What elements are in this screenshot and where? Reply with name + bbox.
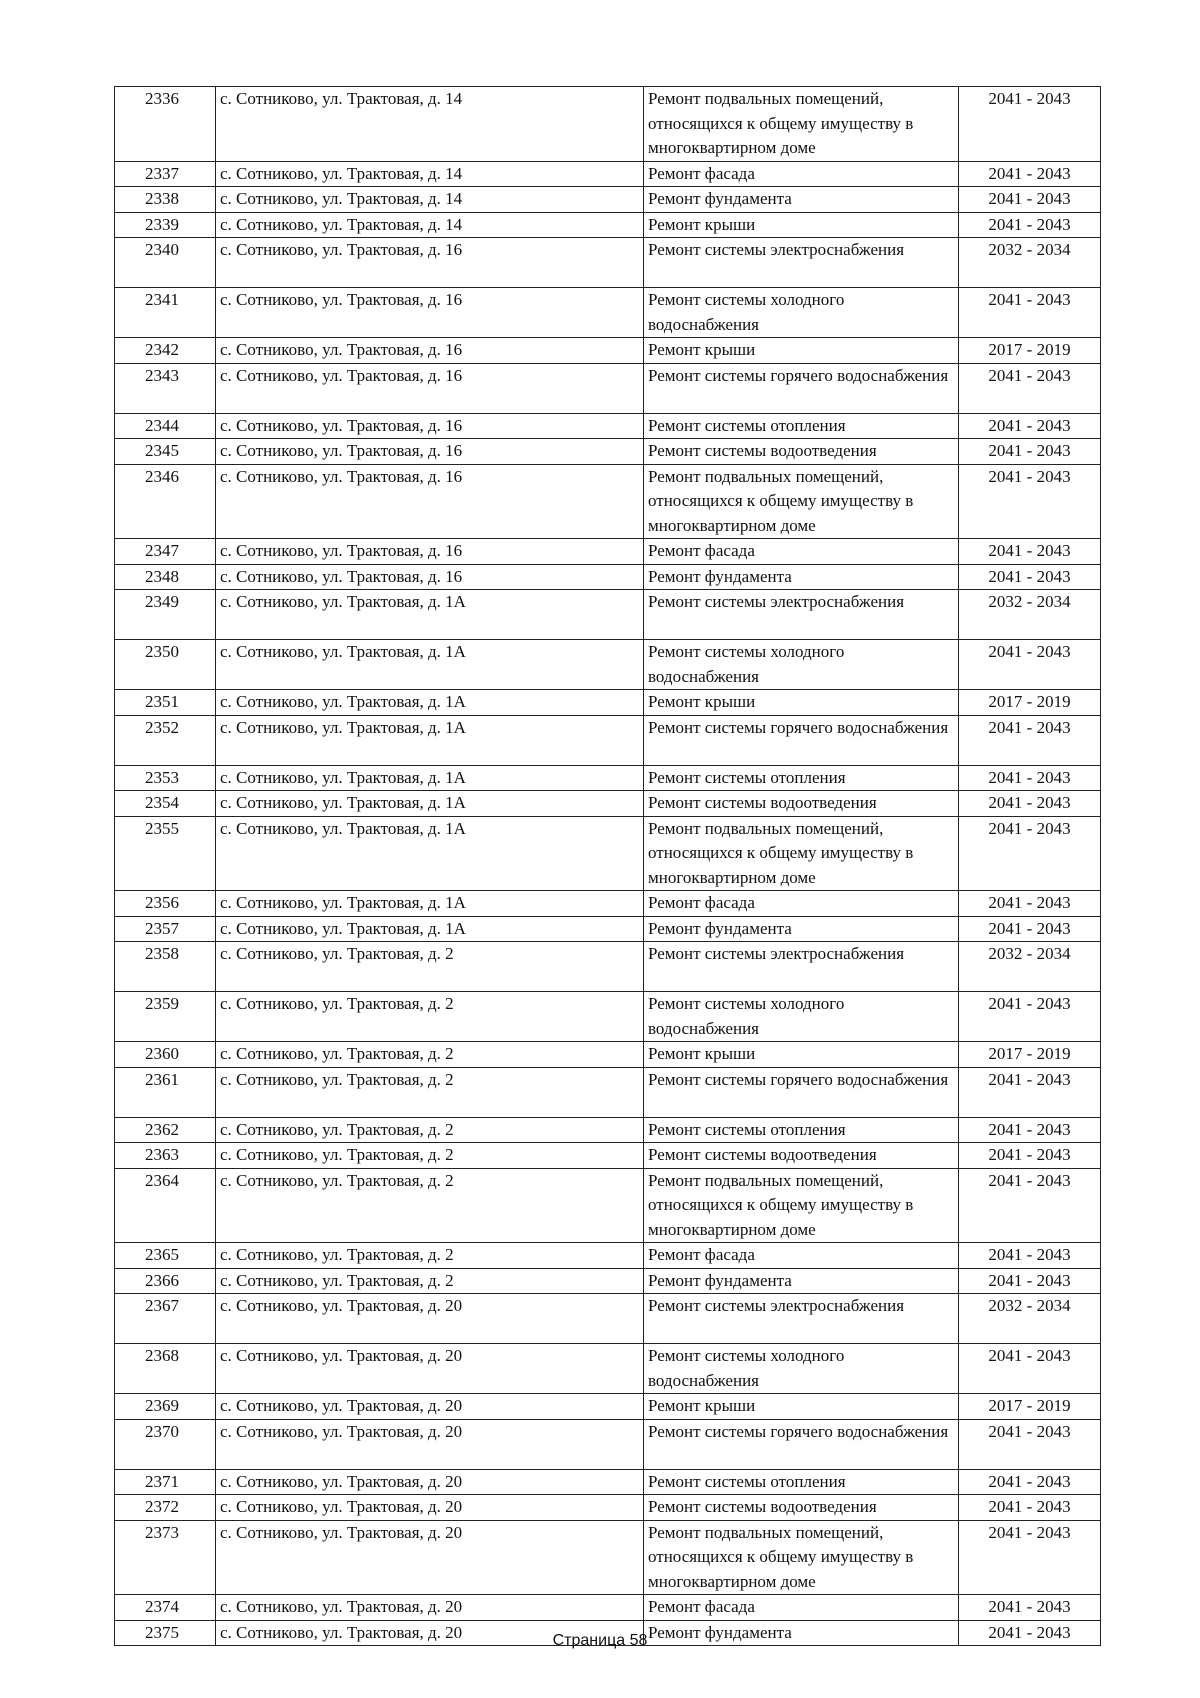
address-cell: с. Сотниково, ул. Трактовая, д. 1А xyxy=(216,916,644,942)
row-number-cell: 2340 xyxy=(115,238,216,288)
table-row xyxy=(115,640,1101,690)
row-number-cell: 2356 xyxy=(115,891,216,917)
table-row xyxy=(115,1294,1101,1344)
address-cell: с. Сотниково, ул. Трактовая, д. 20 xyxy=(216,1344,644,1394)
work-type-cell: Ремонт фасада xyxy=(644,891,959,917)
period-cell: 2041 - 2043 xyxy=(959,765,1101,791)
address-cell: с. Сотниково, ул. Трактовая, д. 20 xyxy=(216,1520,644,1595)
row-number-cell: 2353 xyxy=(115,765,216,791)
row-number-cell: 2354 xyxy=(115,791,216,817)
address-cell: с. Сотниково, ул. Трактовая, д. 2 xyxy=(216,942,644,992)
period-cell: 2041 - 2043 xyxy=(959,464,1101,539)
period-cell: 2041 - 2043 xyxy=(959,791,1101,817)
address-cell: с. Сотниково, ул. Трактовая, д. 2 xyxy=(216,992,644,1042)
table-row xyxy=(115,992,1101,1042)
period-cell: 2041 - 2043 xyxy=(959,87,1101,162)
table-row xyxy=(115,942,1101,992)
page-number: Страница 58 xyxy=(552,1632,648,1649)
period-cell: 2032 - 2034 xyxy=(959,238,1101,288)
period-cell: 2017 - 2019 xyxy=(959,690,1101,716)
work-type-cell: Ремонт системы водоотведения xyxy=(644,1143,959,1169)
period-cell: 2041 - 2043 xyxy=(959,363,1101,413)
period-cell: 2032 - 2034 xyxy=(959,942,1101,992)
work-type-cell: Ремонт системы холодного водоснабжения xyxy=(644,640,959,690)
period-cell: 2041 - 2043 xyxy=(959,413,1101,439)
row-number-cell: 2336 xyxy=(115,87,216,162)
period-cell: 2041 - 2043 xyxy=(959,916,1101,942)
table-body xyxy=(115,87,1101,1646)
address-cell: с. Сотниково, ул. Трактовая, д. 1А xyxy=(216,715,644,765)
row-number-cell: 2347 xyxy=(115,539,216,565)
period-cell: 2017 - 2019 xyxy=(959,1042,1101,1068)
table-row xyxy=(115,1394,1101,1420)
address-cell: с. Сотниково, ул. Трактовая, д. 2 xyxy=(216,1042,644,1068)
work-type-cell: Ремонт фундамента xyxy=(644,564,959,590)
address-cell: с. Сотниково, ул. Трактовая, д. 2 xyxy=(216,1117,644,1143)
work-type-cell: Ремонт системы горячего водоснабжения xyxy=(644,363,959,413)
work-type-cell: Ремонт системы электроснабжения xyxy=(644,942,959,992)
row-number-cell: 2348 xyxy=(115,564,216,590)
address-cell: с. Сотниково, ул. Трактовая, д. 1А xyxy=(216,590,644,640)
row-number-cell: 2344 xyxy=(115,413,216,439)
work-type-cell: Ремонт системы водоотведения xyxy=(644,439,959,465)
work-type-cell: Ремонт системы электроснабжения xyxy=(644,1294,959,1344)
address-cell: с. Сотниково, ул. Трактовая, д. 16 xyxy=(216,564,644,590)
row-number-cell: 2374 xyxy=(115,1595,216,1621)
work-type-cell: Ремонт системы электроснабжения xyxy=(644,238,959,288)
work-type-cell: Ремонт подвальных помещений, относящихся к общему имуществу в многоквартирном доме xyxy=(644,1168,959,1243)
work-type-cell: Ремонт крыши xyxy=(644,212,959,238)
work-type-cell: Ремонт подвальных помещений, относящихся к общему имуществу в многоквартирном доме xyxy=(644,816,959,891)
row-number-cell: 2355 xyxy=(115,816,216,891)
work-type-cell: Ремонт системы отопления xyxy=(644,765,959,791)
table-row xyxy=(115,1268,1101,1294)
work-type-cell: Ремонт фасада xyxy=(644,161,959,187)
table-row xyxy=(115,338,1101,364)
address-cell: с. Сотниково, ул. Трактовая, д. 20 xyxy=(216,1294,644,1344)
period-cell: 2041 - 2043 xyxy=(959,1168,1101,1243)
repair-schedule-table xyxy=(114,86,1101,1646)
address-cell: с. Сотниково, ул. Трактовая, д. 16 xyxy=(216,439,644,465)
work-type-cell: Ремонт подвальных помещений, относящихся к общему имуществу в многоквартирном доме xyxy=(644,87,959,162)
address-cell: с. Сотниково, ул. Трактовая, д. 16 xyxy=(216,464,644,539)
address-cell: с. Сотниково, ул. Трактовая, д. 1А xyxy=(216,690,644,716)
table-row xyxy=(115,161,1101,187)
period-cell: 2041 - 2043 xyxy=(959,1620,1101,1646)
table-row xyxy=(115,765,1101,791)
work-type-cell: Ремонт системы холодного водоснабжения xyxy=(644,992,959,1042)
address-cell: с. Сотниково, ул. Трактовая, д. 20 xyxy=(216,1394,644,1420)
work-type-cell: Ремонт системы холодного водоснабжения xyxy=(644,1344,959,1394)
table-row xyxy=(115,590,1101,640)
row-number-cell: 2365 xyxy=(115,1243,216,1269)
work-type-cell: Ремонт системы электроснабжения xyxy=(644,590,959,640)
period-cell: 2041 - 2043 xyxy=(959,1495,1101,1521)
table-row xyxy=(115,87,1101,162)
address-cell: с. Сотниково, ул. Трактовая, д. 1А xyxy=(216,816,644,891)
row-number-cell: 2361 xyxy=(115,1067,216,1117)
row-number-cell: 2346 xyxy=(115,464,216,539)
address-cell: с. Сотниково, ул. Трактовая, д. 1А xyxy=(216,765,644,791)
work-type-cell: Ремонт крыши xyxy=(644,690,959,716)
table-row xyxy=(115,1520,1101,1595)
table-row xyxy=(115,363,1101,413)
work-type-cell: Ремонт системы водоотведения xyxy=(644,1495,959,1521)
work-type-cell: Ремонт фасада xyxy=(644,1595,959,1621)
table-row xyxy=(115,187,1101,213)
table-row xyxy=(115,439,1101,465)
table-row xyxy=(115,413,1101,439)
work-type-cell: Ремонт фундамента xyxy=(644,1268,959,1294)
period-cell: 2032 - 2034 xyxy=(959,1294,1101,1344)
period-cell: 2041 - 2043 xyxy=(959,187,1101,213)
row-number-cell: 2341 xyxy=(115,288,216,338)
work-type-cell: Ремонт крыши xyxy=(644,1042,959,1068)
row-number-cell: 2370 xyxy=(115,1419,216,1469)
work-type-cell: Ремонт крыши xyxy=(644,1394,959,1420)
address-cell: с. Сотниково, ул. Трактовая, д. 14 xyxy=(216,187,644,213)
work-type-cell: Ремонт системы отопления xyxy=(644,1117,959,1143)
table-row xyxy=(115,1344,1101,1394)
address-cell: с. Сотниково, ул. Трактовая, д. 2 xyxy=(216,1268,644,1294)
work-type-cell: Ремонт системы горячего водоснабжения xyxy=(644,715,959,765)
period-cell: 2041 - 2043 xyxy=(959,539,1101,565)
row-number-cell: 2371 xyxy=(115,1469,216,1495)
period-cell: 2041 - 2043 xyxy=(959,288,1101,338)
row-number-cell: 2350 xyxy=(115,640,216,690)
period-cell: 2041 - 2043 xyxy=(959,640,1101,690)
period-cell: 2017 - 2019 xyxy=(959,1394,1101,1420)
address-cell: с. Сотниково, ул. Трактовая, д. 16 xyxy=(216,338,644,364)
work-type-cell: Ремонт системы холодного водоснабжения xyxy=(644,288,959,338)
period-cell: 2041 - 2043 xyxy=(959,1268,1101,1294)
table-row xyxy=(115,1495,1101,1521)
row-number-cell: 2362 xyxy=(115,1117,216,1143)
work-type-cell: Ремонт фасада xyxy=(644,539,959,565)
address-cell: с. Сотниково, ул. Трактовая, д. 20 xyxy=(216,1595,644,1621)
period-cell: 2041 - 2043 xyxy=(959,1344,1101,1394)
address-cell: с. Сотниково, ул. Трактовая, д. 20 xyxy=(216,1419,644,1469)
address-cell: с. Сотниково, ул. Трактовая, д. 1А xyxy=(216,640,644,690)
table-row xyxy=(115,1168,1101,1243)
work-type-cell: Ремонт системы отопления xyxy=(644,413,959,439)
table-row xyxy=(115,1143,1101,1169)
address-cell: с. Сотниково, ул. Трактовая, д. 14 xyxy=(216,212,644,238)
row-number-cell: 2352 xyxy=(115,715,216,765)
work-type-cell: Ремонт системы горячего водоснабжения xyxy=(644,1067,959,1117)
work-type-cell: Ремонт фундамента xyxy=(644,1620,959,1646)
period-cell: 2041 - 2043 xyxy=(959,564,1101,590)
period-cell: 2041 - 2043 xyxy=(959,212,1101,238)
row-number-cell: 2359 xyxy=(115,992,216,1042)
address-cell: с. Сотниково, ул. Трактовая, д. 16 xyxy=(216,539,644,565)
period-cell: 2041 - 2043 xyxy=(959,1520,1101,1595)
period-cell: 2041 - 2043 xyxy=(959,891,1101,917)
row-number-cell: 2364 xyxy=(115,1168,216,1243)
work-type-cell: Ремонт системы отопления xyxy=(644,1469,959,1495)
address-cell: с. Сотниково, ул. Трактовая, д. 16 xyxy=(216,288,644,338)
table-row xyxy=(115,564,1101,590)
address-cell: с. Сотниково, ул. Трактовая, д. 2 xyxy=(216,1143,644,1169)
row-number-cell: 2351 xyxy=(115,690,216,716)
table-row xyxy=(115,1117,1101,1143)
row-number-cell: 2349 xyxy=(115,590,216,640)
work-type-cell: Ремонт подвальных помещений, относящихся к общему имуществу в многоквартирном доме xyxy=(644,1520,959,1595)
work-type-cell: Ремонт системы водоотведения xyxy=(644,791,959,817)
row-number-cell: 2358 xyxy=(115,942,216,992)
row-number-cell: 2367 xyxy=(115,1294,216,1344)
address-cell: с. Сотниково, ул. Трактовая, д. 16 xyxy=(216,363,644,413)
row-number-cell: 2372 xyxy=(115,1495,216,1521)
work-type-cell: Ремонт фундамента xyxy=(644,916,959,942)
work-type-cell: Ремонт крыши xyxy=(644,338,959,364)
row-number-cell: 2366 xyxy=(115,1268,216,1294)
table-row xyxy=(115,238,1101,288)
period-cell: 2041 - 2043 xyxy=(959,439,1101,465)
address-cell: с. Сотниково, ул. Трактовая, д. 1А xyxy=(216,891,644,917)
address-cell: с. Сотниково, ул. Трактовая, д. 2 xyxy=(216,1067,644,1117)
row-number-cell: 2357 xyxy=(115,916,216,942)
table-row xyxy=(115,1469,1101,1495)
address-cell: с. Сотниково, ул. Трактовая, д. 20 xyxy=(216,1469,644,1495)
period-cell: 2041 - 2043 xyxy=(959,1419,1101,1469)
address-cell: с. Сотниково, ул. Трактовая, д. 14 xyxy=(216,161,644,187)
period-cell: 2041 - 2043 xyxy=(959,1469,1101,1495)
table-row xyxy=(115,464,1101,539)
row-number-cell: 2337 xyxy=(115,161,216,187)
period-cell: 2041 - 2043 xyxy=(959,1117,1101,1143)
table-row xyxy=(115,816,1101,891)
row-number-cell: 2375 xyxy=(115,1620,216,1646)
row-number-cell: 2368 xyxy=(115,1344,216,1394)
table-row xyxy=(115,916,1101,942)
address-cell: с. Сотниково, ул. Трактовая, д. 16 xyxy=(216,238,644,288)
table-row xyxy=(115,1243,1101,1269)
period-cell: 2032 - 2034 xyxy=(959,590,1101,640)
work-type-cell: Ремонт подвальных помещений, относящихся к общему имуществу в многоквартирном доме xyxy=(644,464,959,539)
row-number-cell: 2345 xyxy=(115,439,216,465)
address-cell: с. Сотниково, ул. Трактовая, д. 2 xyxy=(216,1168,644,1243)
period-cell: 2041 - 2043 xyxy=(959,1595,1101,1621)
period-cell: 2041 - 2043 xyxy=(959,1243,1101,1269)
table-row xyxy=(115,1042,1101,1068)
table-row xyxy=(115,1419,1101,1469)
row-number-cell: 2342 xyxy=(115,338,216,364)
work-type-cell: Ремонт фундамента xyxy=(644,187,959,213)
period-cell: 2041 - 2043 xyxy=(959,715,1101,765)
address-cell: с. Сотниково, ул. Трактовая, д. 20 xyxy=(216,1620,644,1646)
address-cell: с. Сотниково, ул. Трактовая, д. 20 xyxy=(216,1495,644,1521)
address-cell: с. Сотниково, ул. Трактовая, д. 2 xyxy=(216,1243,644,1269)
table-row xyxy=(115,1595,1101,1621)
period-cell: 2017 - 2019 xyxy=(959,338,1101,364)
table-row xyxy=(115,288,1101,338)
address-cell: с. Сотниково, ул. Трактовая, д. 14 xyxy=(216,87,644,162)
row-number-cell: 2339 xyxy=(115,212,216,238)
table-row xyxy=(115,539,1101,565)
table-row xyxy=(115,715,1101,765)
address-cell: с. Сотниково, ул. Трактовая, д. 1А xyxy=(216,791,644,817)
table-row xyxy=(115,791,1101,817)
row-number-cell: 2360 xyxy=(115,1042,216,1068)
table-row xyxy=(115,1067,1101,1117)
address-cell: с. Сотниково, ул. Трактовая, д. 16 xyxy=(216,413,644,439)
row-number-cell: 2363 xyxy=(115,1143,216,1169)
work-type-cell: Ремонт фасада xyxy=(644,1243,959,1269)
period-cell: 2041 - 2043 xyxy=(959,1067,1101,1117)
period-cell: 2041 - 2043 xyxy=(959,1143,1101,1169)
row-number-cell: 2373 xyxy=(115,1520,216,1595)
row-number-cell: 2369 xyxy=(115,1394,216,1420)
row-number-cell: 2343 xyxy=(115,363,216,413)
table-row xyxy=(115,212,1101,238)
period-cell: 2041 - 2043 xyxy=(959,992,1101,1042)
work-type-cell: Ремонт системы горячего водоснабжения xyxy=(644,1419,959,1469)
period-cell: 2041 - 2043 xyxy=(959,161,1101,187)
table-row xyxy=(115,690,1101,716)
period-cell: 2041 - 2043 xyxy=(959,816,1101,891)
row-number-cell: 2338 xyxy=(115,187,216,213)
table-row xyxy=(115,891,1101,917)
